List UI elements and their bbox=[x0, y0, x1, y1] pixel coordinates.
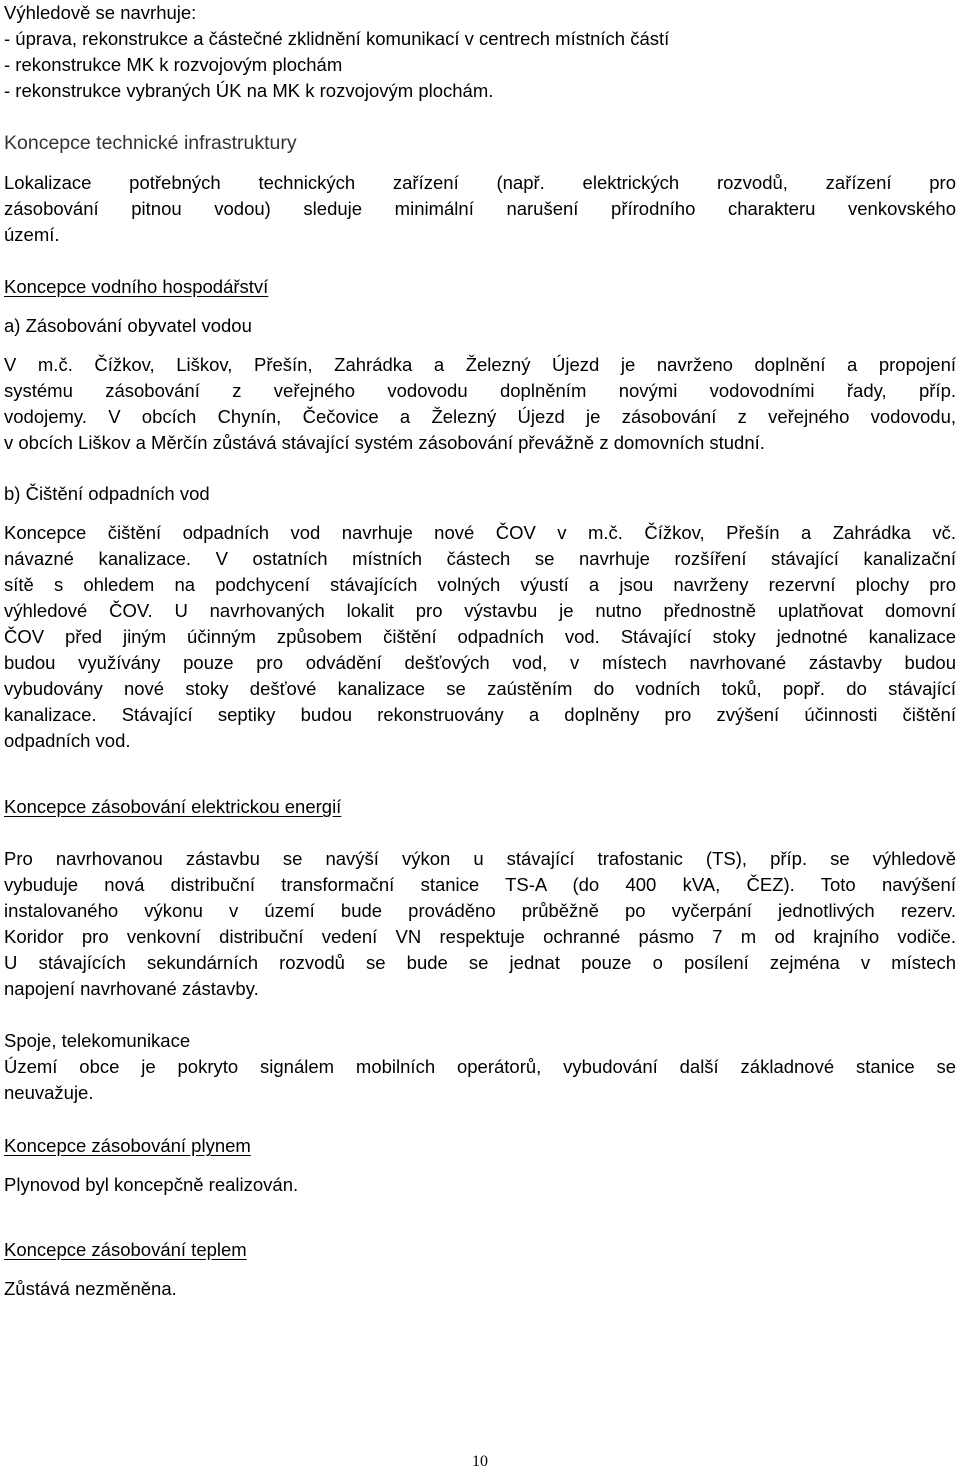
electric-heading: Koncepce zásobování elektrickou energií bbox=[4, 796, 342, 817]
paragraph-line: odpadních vod. bbox=[4, 730, 131, 751]
telecom-heading: Spoje, telekomunikace bbox=[4, 1030, 191, 1051]
water-subheading-a: a) Zásobování obyvatel vodou bbox=[4, 315, 252, 336]
paragraph-line: výhledové ČOV. U navrhovaných lokalit pro výstavbu je nutno přednostně uplatňovat domovní bbox=[4, 600, 956, 621]
paragraph-line: neuvažuje. bbox=[4, 1082, 94, 1103]
intro-block bbox=[4, 0, 956, 104]
gas-heading: Koncepce zásobování plynem bbox=[4, 1135, 251, 1156]
water-subheading-b: b) Čištění odpadních vod bbox=[4, 483, 210, 504]
paragraph-line: vybudovány nové stoky dešťové kanalizace se zaústěním do vodních toků, popř. do stávající bbox=[4, 678, 956, 699]
paragraph-line: návazné kanalizace. V ostatních místních částech se navrhuje rozšíření stávající kanalizační bbox=[4, 548, 956, 569]
water-sub-b-wrap bbox=[4, 481, 956, 507]
paragraph-line: vodojemy. V obcích Chynín, Čečovice a Železný Újezd je zásobování z veřejného vodovodu, bbox=[4, 406, 956, 427]
paragraph-line: Koridor pro venkovní distribuční vedení VN respektuje ochranné pásmo 7 m od krajního vodiče. bbox=[4, 926, 956, 947]
paragraph-line: ČOV před jiným účinným způsobem čištění odpadních vod. Stávající stoky jednotné kanalizace bbox=[4, 626, 956, 647]
paragraph-line: v obcích Liškov a Měrčín zůstává stávající systém zásobování převážně z domovních studní. bbox=[4, 432, 765, 453]
heat-paragraph bbox=[4, 1276, 956, 1302]
water-sub-a-wrap bbox=[4, 313, 956, 339]
heat-heading-wrap bbox=[4, 1237, 956, 1263]
water-a-paragraph bbox=[4, 352, 956, 456]
gas-heading-wrap bbox=[4, 1133, 956, 1159]
intro-line: - úprava, rekonstrukce a částečné zklidnění komunikací v centrech místních částí bbox=[4, 28, 670, 49]
water-heading-wrap bbox=[4, 274, 956, 300]
intro-line: - rekonstrukce vybraných ÚK na MK k rozvojovým plochám. bbox=[4, 80, 494, 101]
intro-line: - rekonstrukce MK k rozvojovým plochám bbox=[4, 54, 343, 75]
paragraph-line: zásobování pitnou vodou) sleduje minimální narušení přírodního charakteru venkovského bbox=[4, 198, 956, 219]
paragraph-line: napojení navrhované zástavby. bbox=[4, 978, 259, 999]
electric-paragraph bbox=[4, 846, 956, 1002]
water-b-paragraph bbox=[4, 520, 956, 754]
water-heading: Koncepce vodního hospodářství bbox=[4, 276, 269, 297]
paragraph-line: Území obce je pokryto signálem mobilních operátorů, vybudování další základnové stanice se bbox=[4, 1056, 956, 1077]
paragraph-line: instalovaného výkonu v území bude prováděno průběžně po vyčerpání jednotlivých rezerv. bbox=[4, 900, 956, 921]
paragraph-line: vybuduje nová distribuční transformační stanice TS-A (do 400 kVA, ČEZ). Toto navýšení bbox=[4, 874, 956, 895]
paragraph-line: Plynovod byl koncepčně realizován. bbox=[4, 1174, 299, 1195]
paragraph-line: sítě s ohledem na podchycení stávajících volných výustí a jsou navrženy rezervní plochy pro bbox=[4, 574, 956, 595]
paragraph-line: území. bbox=[4, 224, 60, 245]
electric-heading-wrap bbox=[4, 794, 956, 820]
paragraph-line: U stávajících sekundárních rozvodů se bude se jednat pouze o posílení zejména v místech bbox=[4, 952, 956, 973]
paragraph-line: Lokalizace potřebných technických zařízení (např. elektrických rozvodů, zařízení pro bbox=[4, 172, 956, 193]
paragraph-line: V m.č. Čížkov, Liškov, Přešín, Zahrádka a Železný Újezd je navrženo doplnění a propojení bbox=[4, 354, 956, 375]
page-number: 10 bbox=[472, 1453, 488, 1470]
paragraph-line: kanalizace. Stávající septiky budou rekonstruovány a doplněny pro zvýšení účinnosti čištění bbox=[4, 704, 956, 725]
paragraph-line: Koncepce čištění odpadních vod navrhuje nové ČOV v m.č. Čížkov, Přešín a Zahrádka vč. bbox=[4, 522, 956, 543]
paragraph-line: Zůstává nezměněna. bbox=[4, 1278, 177, 1299]
paragraph-line: budou využívány pouze pro odvádění dešťových vod, v místech navrhované zástavby budou bbox=[4, 652, 956, 673]
paragraph-line: systému zásobování z veřejného vodovodu doplněním novými vodovodními řady, příp. bbox=[4, 380, 956, 401]
tech-infra-paragraph bbox=[4, 170, 956, 248]
paragraph-line: Pro navrhovanou zástavbu se navýší výkon u stávající trafostanic (TS), příp. se výhledově bbox=[4, 848, 956, 869]
tech-infra-heading: Koncepce technické infrastruktury bbox=[4, 132, 297, 154]
gas-paragraph bbox=[4, 1172, 956, 1198]
tech-infra-heading-wrap bbox=[4, 130, 956, 156]
intro-line: Výhledově se navrhuje: bbox=[4, 2, 197, 23]
telecom-block bbox=[4, 1028, 956, 1106]
heat-heading: Koncepce zásobování teplem bbox=[4, 1239, 247, 1260]
